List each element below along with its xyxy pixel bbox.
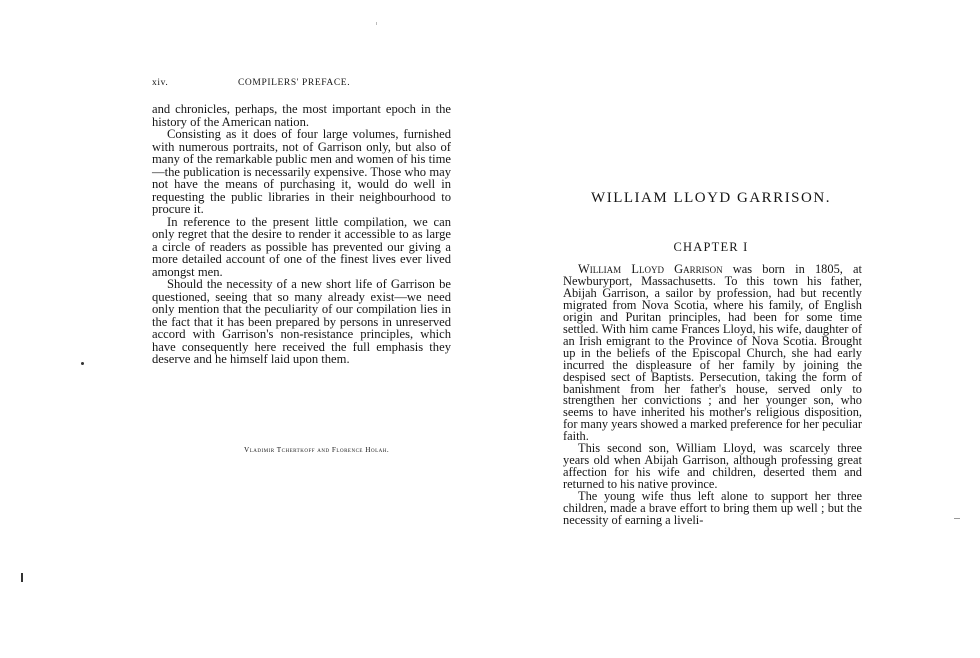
- chapter-paragraph-3: The young wife thus left alone to support her three children, made a brave effort to bring them up well ; but the necessity of earning a liveli-: [563, 489, 862, 528]
- scan-speck: [954, 518, 960, 519]
- preface-paragraph-4: Should the necessity of a new short life of Garrison be questioned, seeing that so many already exist—we need only mention that the peculiarity of our compilation lies in the fact that it has been prepared by persons in unreserved accord with Garrison's non-resistance principles, which have consequently here received the full emphasis they deserve and he himself laid upon them.: [152, 277, 451, 366]
- compilers-signature: Vladimir Tchertkoff and Florence Holah.: [244, 446, 390, 454]
- chapter-heading: CHAPTER I: [673, 240, 749, 254]
- opening-name: William Lloyd Garrison: [578, 262, 723, 276]
- scan-speck: [376, 22, 377, 25]
- chapter-paragraph-2: This second son, William Lloyd, was scarcely three years old when Abijah Garrison, although professing great affection for his wife and children, deserted them and returned to his native province.: [563, 441, 862, 492]
- preface-paragraph-2: Consisting as it does of four large volumes, furnished with numerous portraits, not of Garrison only, but also of many of the remarkable public men and women of his time—the publication is necessarily expensive. Those who may not have the means of purchasing it, would do well in requesting the public libraries in their neighbourhood to procure it.: [152, 127, 451, 216]
- running-head: [152, 78, 350, 88]
- right-page: [490, 0, 980, 658]
- scan-speck: [21, 573, 23, 582]
- preface-text: [152, 103, 451, 366]
- chapter-text: [563, 264, 862, 527]
- running-title: COMPILERS' PREFACE.: [238, 78, 351, 88]
- chapter-paragraph-1: [563, 264, 862, 443]
- preface-paragraph-3: In reference to the present little compilation, we can only regret that the desire to render it accessible to as large a circle of readers as possible has prevented our giving a more detailed account of one of the finest lives ever lived amongst men.: [152, 214, 451, 279]
- preface-paragraph-1: and chronicles, perhaps, the most important epoch in the history of the American nation.: [152, 102, 451, 129]
- page-number: xiv.: [152, 78, 169, 88]
- paragraph-1-rest: was born in 1805, at Newburyport, Massachusetts. To this town his father, Abijah Garrison, a sailor by profession, had but recently migrated from Nova Scotia, where his family, of English origin and Puritan principles, had been for some time settled. With him came Frances Lloyd, his wife, daughter of an Irish emigrant to the Province of Nova Scotia. Brought up in the beliefs of the Episcopal Church, she had early incurred the displeasure of her family by joining the despised sect of Baptists. Persecution, taking the form of banishment from her father's house, served only to strengthen her convictions ; and her younger son, who seems to have inherited his mother's religious disposition, for many years showed a marked preference for her peculiar faith.: [563, 262, 862, 444]
- scan-speck: [81, 362, 84, 365]
- book-title: WILLIAM LLOYD GARRISON.: [591, 190, 831, 206]
